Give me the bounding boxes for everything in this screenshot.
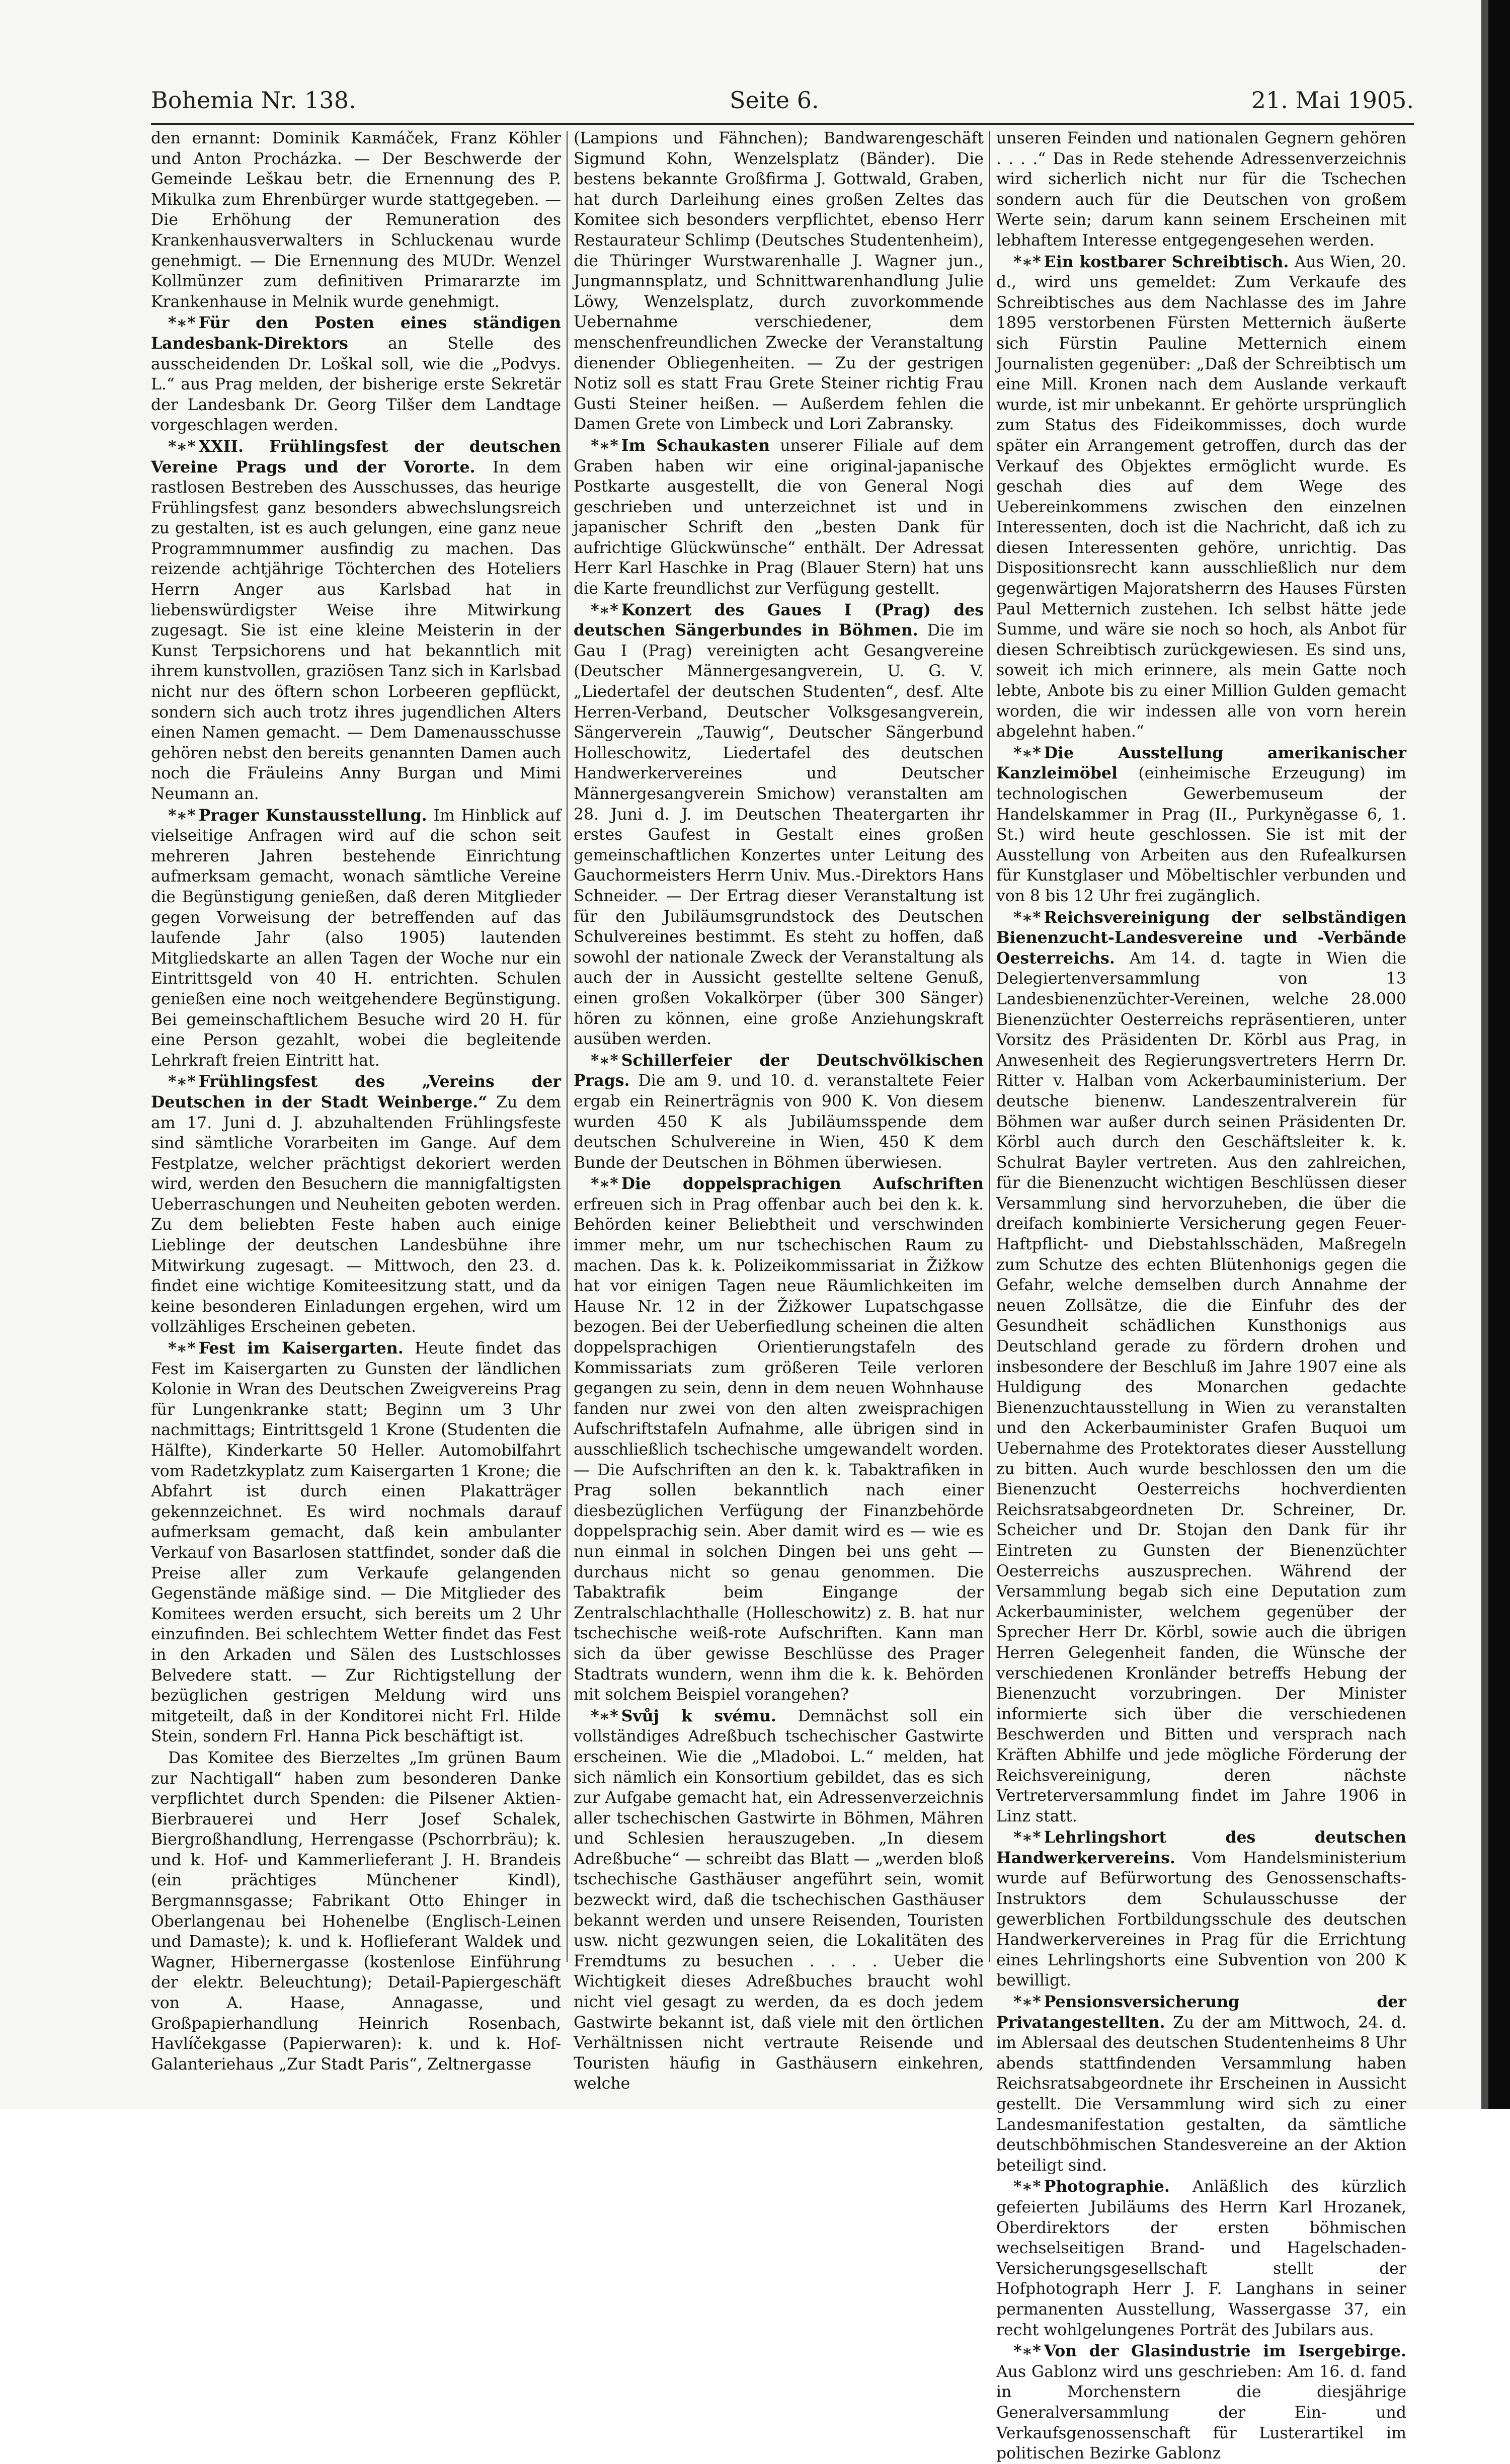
- article-heading: Konzert des Gaues I (Prag) des deutschen Sängerbundes in Böhmen.: [574, 600, 984, 640]
- article-text: Aus Gablonz wird uns geschrieben: Am 16. d. fand in Morchenstern die diesjährige Generalversammlung der Ein- und Verkaufsgenossenschaft für Lusterartikel im politischen Bezirke Gablonz: [996, 2362, 1406, 2463]
- article-text: Demnächst soll ein vollständiges Adreßbuch tschechischer Gastwirte erscheinen. Wie die „Mladoboi. L.“ melden, hat sich nämlich ein Konsortium gebildet, das es sich zur Aufgabe gemacht hat, ein Adressenverzeichnis aller tschechischen Gastwirte in Böhmen, Mähren und Schlesien herauszugeben. „In diesem Adreßbuche“ — schreibt das Blatt — „werden bloß tschechische Gasthäuser angeführt sein, womit bezweckt wird, daß die tschechischen Gasthäuser bekannt werden und unsere Reisenden, Touristen usw. nicht gezwungen seien, die Lokalitäten des Fremdtums zu besuchen . . . . Ueber die Wichtigkeit dieses Adreßbuches braucht wohl nicht viel gesagt zu werden, da es doch jedem Gastwirte bekannt ist, daß viele mit den örtlichen Verhältnissen nicht vertraute Reisende und Touristen häufig in Gasthäusern einkehren, welche: [574, 1707, 984, 2093]
- article-heading: Photographie.: [1044, 2177, 1170, 2196]
- article-heading: Prager Kunstausstellung.: [198, 806, 427, 825]
- text-paragraph: [151, 1748, 561, 2075]
- article-heading: Schillerfeier der Deutschvölkischen Prags.: [574, 1051, 984, 1090]
- page-header: [151, 87, 1414, 127]
- article-heading: Fest im Kaisergarten.: [198, 1339, 404, 1358]
- article-paragraph: [151, 1072, 561, 1337]
- asterism-glyph: *∗*: [591, 1174, 618, 1194]
- article-paragraph: [996, 2177, 1406, 2340]
- article-text: (einheimische Erzeugung) im technologischen Gewerbemuseum der Handelskammer in Prag (II., Purkyněgasse 6, 1. St.) wird heute geschlossen. Sie ist mit der Ausstellung von Arbeiten aus den Rufealkursen für Kunstglaser und Möbeltischler verbunden und von 8 bis 12 Uhr frei zugänglich.: [996, 764, 1407, 905]
- article-paragraph: [574, 600, 984, 1050]
- article-heading: Die doppelsprachigen Aufschriften: [621, 1174, 984, 1194]
- article-text: Anläßlich des kürzlich gefeierten Jubiläums des Herrn Karl Hrozanek, Oberdirektors der ersten böhmischen wechselseitigen Brand- und Hagelschaden-Versicherungsgesellschaft stellt der Hofphotograph Herr J. F. Langhans in seiner permanenten Ausstellung, Wassergasse 37, ein recht wohlgelungenes Porträt des Jubilars aus.: [996, 2178, 1406, 2339]
- article-heading: Für den Posten eines ständigen Landesbank-Direktors: [151, 313, 561, 353]
- article-heading: Svůj k svému.: [621, 1706, 776, 1725]
- asterism-glyph: *∗*: [591, 600, 618, 619]
- asterism-glyph: *∗*: [1013, 908, 1041, 927]
- article-paragraph: [996, 908, 1406, 1827]
- issue-date: 21. Mai 1905.: [1251, 87, 1414, 114]
- asterism-glyph: *∗*: [168, 437, 196, 456]
- column-rule: [989, 131, 990, 1962]
- asterism-glyph: *∗*: [1013, 2342, 1041, 2361]
- asterism-glyph: *∗*: [1013, 1828, 1041, 1847]
- article-text: unserer Filiale auf dem Graben haben wir eine original-japanische Postkarte ausgestellt, die von General Nogi geschrieben und unterzeichnet ist und in japanischer Schrift den „besten Dank für aufrichtige Glückwünsche“ enthält. Der Adressat Herr Karl Haschke in Prag (Blauer Stern) hat uns die Karte freundlichst zur Verfügung gestellt.: [574, 436, 984, 598]
- article-paragraph: [996, 1992, 1406, 2176]
- asterism-glyph: *∗*: [168, 806, 196, 825]
- article-text: Vom Handelsministerium wurde auf Befürwortung des Genossenschafts-Instruktors dem Schulausschusse der gewerblichen Fortbildungsschule des deutschen Handwerkervereines in Prag für die Errichtung eines Lehrlingshorts eine Subvention von 200 K bewilligt.: [996, 1849, 1406, 1990]
- scan-edge: [1481, 0, 1510, 2109]
- article-text: Das Komitee des Bierzeltes „Im grünen Baum zur Nachtigall“ haben zum besonderen Danke verpflichtet durch Spenden: die Pilsener Aktien-Bierbrauerei und Herr Josef Schalek, Biergroßhandlung, Herrengasse (Pschorrbräu); k. und k. Hof- und Kammerlieferant J. H. Brandeis (ein prächtiges Münchener Kindl), Bergmannsgasse; Fabrikant Otto Ehinger in Oberlangenau bei Hohenelbe (Englisch-Leinen und Damaste); k. und k. Hoflieferant Waldek und Wagner, Hibernergasse (kostenlose Einführung der elektr. Beleuchtung); Detail-Papiergeschäft von A. Haase, Annagasse, und Großpapierhandlung Heinrich Rosenbach, Havlíčekgasse (Papierwaren): k. und k. Hof-Galanteriehaus „Zur Stadt Paris“, Zeltnergasse: [151, 1748, 561, 2074]
- article-heading: Lehrlingshort des deutschen Handwerkervereins.: [996, 1828, 1406, 1867]
- article-paragraph: [151, 313, 561, 436]
- asterism-glyph: *∗*: [168, 1072, 196, 1091]
- text-column-2: [574, 128, 984, 2093]
- asterism-glyph: *∗*: [591, 1051, 618, 1070]
- asterism-glyph: *∗*: [168, 313, 196, 333]
- article-heading: Die Ausstellung amerikanischer Kanzleimöbel: [996, 743, 1406, 783]
- article-text: unseren Feinden und nationalen Gegnern gehören . . . .“ Das in Rede stehende Adressenverzeichnis wird sicherlich nicht nur für die Tschechen sondern auch für die Deutschen von großem Werte sein; darum kann seinem Erscheinen mit lebhaftem Interesse entgegengesehen werden.: [996, 129, 1406, 250]
- article-heading: Pensionsversicherung der Privatangestellten.: [996, 1993, 1406, 2032]
- article-paragraph: [151, 1338, 561, 1747]
- article-text: Am 14. d. tagte in Wien die Delegiertenversammlung von 13 Landesbienenzüchter-Vereinen, welche 28.000 Bienenzüchter Oesterreichs repräsentieren, unter Vorsitz des Präsidenten Dr. Körbl aus Prag, in Anwesenheit des Regierungsvertreters Herrn Dr. Ritter v. Halban vom Ackerbauministerium. Der deutsche bienenw. Landeszentralverein für Böhmen war außer durch seinen Präsidenten Dr. Körbl auch durch den Geschäftsleiter k. k. Schulrat Bayler vertreten. Aus den zahlreichen, für die Bienenzucht wichtigen Beschlüssen dieser Versammlung sind hervorzuheben, die über die dreifach kombinierte Versicherung gegen Feuer-Haftpflicht- und Diebstahlsschäden, Maßregeln zum Schutze des echten Blütenhonigs gegen die Gefahr, welche demselben durch Annahme der neuen Zollsätze, die die Einfuhr des der Gesundheit schädlichen Kunsthonigs aus Deutschland gerade zu fördern drohen und insbesondere der Beschluß im Jahre 1907 eine als Huldigung des Monarchen gedachte Bienenzuchtausstellung in Wien zu veranstalten und den Ackerbauminister Grafen Buquoi um Uebernahme des Protektorates dieser Ausstellung zu bitten. Auch wurde beschlossen den um die Bienenzucht Oesterreichs hochverdienten Reichsratsabgeordneten Dr. Schreiner, Dr. Scheicher und Dr. Stojan den Dank für ihr Eintreten zu Gunsten der Bienenzüchter Oesterreichs auszusprechen. Während der Versammlung begab sich eine Deputation zum Ackerbauminister, welchem gegenüber der Sprecher Herr Dr. Körbl, sowie auch die übrigen Herren Gelegenheit fanden, die Wünsche der verschiedenen Kronländer betreffs Hebung der Bienenzucht vorzubringen. Der Minister informierte sich über die verschiedenen Beschwerden und Bitten und versprach nach Kräften Abhilfe und jede mögliche Förderung der Reichsvereinigung, deren nächste Vertreterversammlung findet im Jahre 1906 in Linz statt.: [996, 949, 1406, 1825]
- article-heading: Ein kostbarer Schreibtisch.: [1044, 252, 1289, 271]
- article-paragraph: [151, 806, 561, 1071]
- asterism-glyph: *∗*: [1013, 1993, 1041, 2012]
- article-text: In dem rastlosen Bestreben des Ausschusses, das heurige Frühlingsfest ganz besonders abwechslungsreich zu gestalten, ist es auch gelungen, eine ganz neue Programmnummer ausfindig zu machen. Das reizende achtjährige Töchterchen des Hoteliers Herrn Anger aus Karlsbad hat in liebenswürdigster Weise ihre Mitwirkung zugesagt. Sie ist eine kleine Meisterin in der Kunst Terpsichorens und hat bekanntlich mit ihrem kunstvollen, graziösen Tanz sich in Karlsbad nicht nur des öftern schon Lorbeeren gepflückt, sondern sich auch trotz ihres jugendlichen Alters einen Namen gemacht. — Dem Damenausschusse gehören nebst den bereits genannten Damen auch noch die Fräuleins Anny Burgan und Mimi Neumann an.: [151, 458, 561, 803]
- asterism-glyph: *∗*: [591, 1706, 618, 1725]
- article-paragraph: [574, 1174, 984, 1705]
- page-number: Seite 6.: [730, 87, 819, 114]
- article-text: an Stelle des ausscheidenden Dr. Loškal soll, wie die „Podvys. L.“ aus Prag melden, der bisherige erste Sekretär der Landesbank Dr. Georg Tilšer dem Landtage vorgeschlagen werden.: [151, 334, 562, 435]
- article-heading: Frühlingsfest des „Vereins der Deutschen in der Stadt Weinberge.“: [151, 1072, 561, 1111]
- asterism-glyph: *∗*: [168, 1339, 196, 1358]
- article-text: Die im Gau I (Prag) vereinigten acht Gesangvereine (Deutscher Männergesangverein, U. G. V. „Liedertafel der deutschen Studenten“, desf. Alte Herren-Verband, Deutscher Volksgesangverein, Sängerverein „Tauwig“, Deutscher Sängerbund Holleschowitz, Liedertafel des deutschen Handwerkervereines und Deutscher Männergesangverein Smichow) veranstalten am 28. Juni d. J. im Deutschen Theatergarten ihr erstes Gaufest in Gestalt eines großen gemeinschaftlichen Konzertes unter Leitung des Gauchormeisters Herrn Univ. Mus.-Direktors Hans Schneider. — Der Ertrag dieser Veranstaltung ist für den Jubiläumsgrundstock des Deutschen Schulvereines bestimmt. Es steht zu hoffen, daß sowohl der nationale Zweck der Veranstaltung als auch der in Aussicht gestellte seltene Genuß, einen großen Vokalkörper (über 300 Sänger) hören zu können, eine große Anziehungskraft ausüben werden.: [574, 621, 984, 1049]
- text-column-3: [996, 128, 1407, 2463]
- article-text: Aus Wien, 20. d., wird uns gemeldet: Zum Verkaufe des Schreibtisches aus dem Nachlasse des im Jahre 1895 verstorbenen Fürsten Metternich äußerte sich Fürstin Pauline Metternich einem Journalisten gegenüber: „Daß der Schreibtisch um eine Mill. Kronen nach dem Auslande verkauft wurde, ist mir unbekannt. Er gehörte ursprünglich zum Status des Fideikommisses, doch wurde später ein Arrangement getroffen, durch das der Verkauf des Objektes ermöglicht wurde. Es geschah dies auf dem Wege des Uebereinkommens zwischen den einzelnen Interessenten, doch ist die Nachricht, daß ich zu diesen Interessenten gehöre, unrichtig. Das Dispositionsrecht kann ausschließlich nur dem gegenwärtigen Majoratsherrn des Hauses Fürsten Paul Metternich zustehen. Ich selbst hätte jede Summe, und wäre sie noch so hoch, als Anbot für diesen Schreibtisch zurückgewiesen. Es sind uns, soweit ich mich erinnere, als mein Gatte noch lebte, Anbote bis zu einer Million Gulden gemacht worden, die wir indessen alle von vorn herein abgelehnt haben.“: [996, 253, 1407, 741]
- asterism-glyph: *∗*: [1013, 2177, 1041, 2196]
- article-paragraph: [574, 1051, 984, 1173]
- column-rule: [567, 131, 568, 1962]
- article-text: Heute findet das Fest im Kaisergarten zu Gunsten der ländlichen Kolonie in Wran des Deutschen Zweigvereins Prag für Lungenkranke statt; Beginn um 3 Uhr nachmittags; Eintrittsgeld 1 Krone (Studenten die Hälfte), Kinderkarte 50 Heller. Automobilfahrt vom Radetzkyplatz zum Kaisergarten 1 Krone; die Abfahrt ist durch einen Plakatträger gekennzeichnet. Es wird nochmals darauf aufmerksam gemacht, daß kein ambulanter Verkauf von Basarlosen stattfindet, sonder daß die Preise aller zum Verkaufe gelangenden Gegenstände mäßige sind. — Die Mitglieder des Komitees werden ersucht, sich bereits um 2 Uhr einzufinden. Bei schlechtem Wetter findet das Fest in den Arkaden und Sälen des Lustschlosses Belvedere statt. — Zur Richtigstellung der bezüglichen gestrigen Meldung wird uns mitgeteilt, daß in der Konditorei nicht Frl. Hilde Stein, sondern Frl. Hanna Pick beschäftigt ist.: [151, 1339, 561, 1746]
- text-paragraph: [996, 128, 1406, 251]
- article-text: Zu der am Mittwoch, 24. d. im Ablersaal des deutschen Studentenheims 8 Uhr abends stattfindenden Versammlung haben Reichsratsabgeordnete ihr Erscheinen in Aussicht gestellt. Die Versammlung wird sich zu einer Landesmanifestation gestalten, da sämtliche deutschböhmischen Standesvereine an der Aktion beteiligt sind.: [996, 2013, 1406, 2175]
- article-paragraph: [574, 1706, 984, 2094]
- header-rule: [151, 123, 1414, 125]
- article-text: Im Hinblick auf vielseitige Anfragen wird auf die schon seit mehreren Jahren bestehende Einrichtung aufmerksam gemacht, wonach sämtliche Vereine die Begünstigung genießen, daß deren Mitglieder gegen Vorweisung der betreffenden auf das laufende Jahr (also 1905) lautenden Mitgliedskarte an allen Tagen der Woche nur ein Eintrittsgeld von 40 H. entrichten. Schulen genießen eine noch weitgehendere Begünstigung. Bei gemeinschaftlichem Besuche wird 20 H. für eine Person gezahlt, wobei die begleitende Lehrkraft freien Eintritt hat.: [151, 806, 561, 1070]
- article-paragraph: [996, 743, 1406, 907]
- article-heading: XXII. Frühlingsfest der deutschen Vereine Prags und der Vororte.: [151, 437, 561, 476]
- article-heading: Im Schaukasten: [621, 436, 770, 455]
- asterism-glyph: *∗*: [1013, 743, 1041, 762]
- article-text: den ernannt: Dominik Kaʀmáček, Franz Köhler und Anton Procházka. — Der Beschwerde der Gemeinde Leškau betr. die Ernennung des P. Mikulka zum Ehrenbürger wurde stattgegeben. — Die Erhöhung der Remuneration des Krankenhausverwalters in Schluckenau wurde genehmigt. — Die Ernennung des MUDr. Wenzel Kollmünzer zum definitiven Primararzte im Krankenhause in Melnik wurde genehmigt.: [151, 129, 561, 311]
- article-text: Die am 9. und 10. d. veranstaltete Feier ergab ein Reinerträgnis von 900 K. Von diesem wurden 450 K als Jubiläumsspende dem deutschen Schulvereine in Wien, 450 K dem Bunde der Deutschen in Böhmen überwiesen.: [574, 1072, 984, 1172]
- article-heading: Reichsvereinigung der selbständigen Bienenzucht-Landesvereine und -Verbände Oesterreichs.: [996, 908, 1406, 968]
- article-text: (Lampions und Fähnchen); Bandwarengeschäft Sigmund Kohn, Wenzelsplatz (Bänder). Die bestens bekannte Großfirma J. Gottwald, Graben, hat durch Darleihung eines großen Zeltes das Komitee sich besonders verpflichtet, ebenso Herr Restaurateur Schlimp (Deutsches Studentenheim), die Thüringer Wurstwarenhalle J. Wagner jun., Jungmannsplatz, und Schnittwarenhandlung Julie Löwy, Wenzelsplatz, durch zuvorkommende Uebernahme verschiedener, dem menschenfreundlichen Zwecke der Veranstaltung dienender Obliegenheiten. — Zu der gestrigen Notiz soll es statt Frau Grete Steiner richtig Frau Gusti Steiner heißen. — Außerdem fehlen die Damen Grete von Limbeck und Lori Zabransky.: [574, 129, 984, 434]
- asterism-glyph: *∗*: [1013, 252, 1041, 271]
- article-paragraph: [996, 252, 1406, 742]
- asterism-glyph: *∗*: [591, 436, 618, 455]
- article-text: erfreuen sich in Prag offenbar auch bei den k. k. Behörden keiner Beliebtheit und verschwinden immer mehr, um nur tschechischen Raum zu machen. Das k. k. Polizeikommissariat in Žižkow hat vor einigen Tagen neue Räumlichkeiten im Hause Nr. 12 in der Žižkower Lupatschgasse bezogen. Bei der Ueberfiedlung scheinen die alten doppelsprachigen Orientierungstafeln des Kommissariats zum größeren Teile verloren gegangen zu sein, denn in dem neuen Wohnhause fanden nur zwei von den alten zweisprachigen Aufschriftstafeln Aufnahme, alle übrigen sind in ausschließlich tschechische umgewandelt worden. — Die Aufschriften an den k. k. Tabaktrafiken in Prag sollen bekanntlich nach einer diesbezüglichen Verfügung der Finanzbehörde doppelsprachig sein. Aber damit wird es — wie es nun einmal in solchen Dingen bei uns geht — durchaus nicht so genau genommen. Die Tabaktrafik beim Eingange der Zentralschlachthalle (Holleschowitz) z. B. hat nur tschechische weiß-rote Aufschriften. Kann man sich da über gewisse Beschlüsse des Prager Stadtrats wundern, wenn ihm die k. k. Behörden mit solchem Beispiel vorangehen?: [574, 1195, 984, 1704]
- text-column-1: [151, 128, 562, 2074]
- article-paragraph: [574, 436, 984, 599]
- masthead-issue: Bohemia Nr. 138.: [151, 87, 356, 114]
- article-paragraph: [996, 2341, 1406, 2464]
- text-paragraph: [151, 128, 561, 312]
- article-text: Zu dem am 17. Juni d. J. abzuhaltenden Frühlingsfeste sind sämtliche Vorarbeiten im Gange. Auf dem Festplatze, welcher prächtigst dekoriert werden wird, werden den Besuchern die mannigfaltigsten Ueberraschungen und Neuheiten geboten werden. Zu dem beliebten Feste haben auch einige Lieblinge der deutschen Landesbühne ihre Mitwirkung zugesagt. — Mittwoch, den 23. d. findet eine wichtige Komiteesitzung statt, und da keine besonderen Einladungen ergehen, wird um vollzähliges Erscheinen gebeten.: [151, 1093, 561, 1336]
- article-paragraph: [151, 437, 561, 805]
- article-heading: Von der Glasindustrie im Isergebirge.: [1044, 2342, 1406, 2361]
- article-paragraph: [996, 1827, 1406, 1991]
- text-paragraph: [574, 128, 984, 435]
